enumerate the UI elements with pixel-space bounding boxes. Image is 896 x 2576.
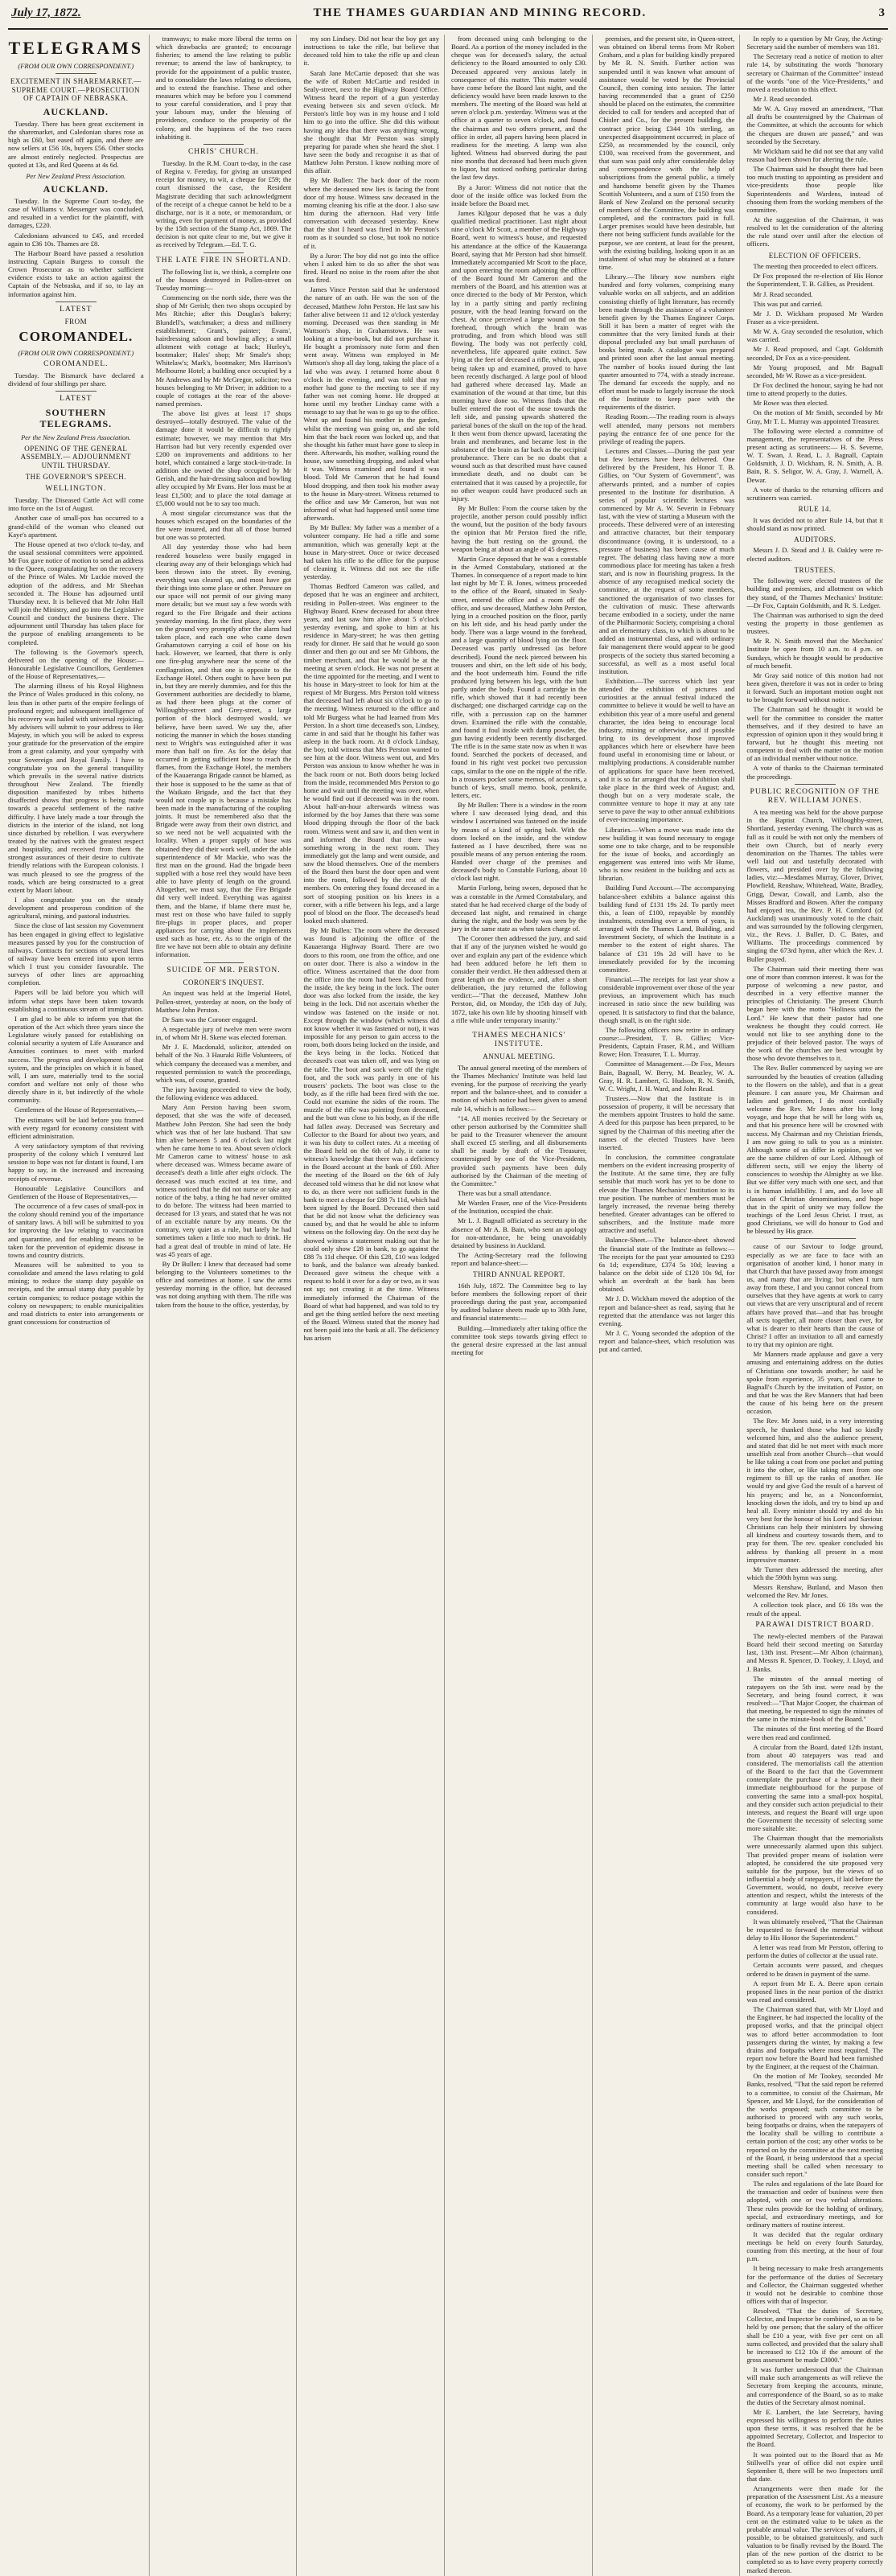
article-paragraph: tramways; to make more liberal the terms on which drawbacks are granted; to encourage fisheries; to amend the law relating to public revenue; to amend the law of bankruptcy, to provide for the appointment of a public trustee, and to consolidate the laws relating to elections, and to extend the franchise. These and other measures which may be before you I commend to your careful consideration, and I pray that your labours may, under the blessing of providence, conduce to the prosperity of the colony, and the happiness of the two races inhabiting it.: [155, 35, 292, 141]
article-paragraph: Measures will be submitted to you to consolidate and amend the laws relating to gold mining; to reduce the stamp duty payable on receipts, and the annual stamp duty payable by certain companies; to reduce postage within the colony on newspapers; to enable municipalities and road districts to enter into arrangements or grant concessions for construction of: [8, 1260, 144, 1326]
article-paragraph: Mr J. D. Wickham proposed Mr Warden Fraser as a vice-president.: [746, 309, 883, 326]
article-paragraph: Martin Furlong, being sworn, deposed that he was a constable in the Armed Constabulary, and stated that he had received charge of the body of deceased last night, and remained in charge during the night, and the body was seen by the jury in the same state as when taken charge of.: [451, 884, 587, 933]
article-paragraph: Tuesday. In the Supreme Court to-day, the case of Williams v. Messenger was concluded, and resulted in a verdict for the plaintiff, with damages, £220.: [8, 196, 144, 230]
article-paragraph: It was decided that the regular ordinary meetings be held on every fourth Saturday, counting from this meeting, at the hour of four p.m.: [746, 2229, 883, 2263]
article-paragraph: Tuesday. The Diseased Cattle Act will come into force on the 1st of August.: [8, 496, 144, 513]
article-paragraph: A vote of thanks to the Chairman terminated the proceedings.: [746, 764, 883, 781]
article-paragraph: A respectable jury of twelve men were sworn in, of whom Mr H. Skene was elected foreman.: [155, 1024, 292, 1042]
subheadline: TRUSTEES.: [794, 565, 836, 574]
article-paragraph: Certain accounts were passed, and cheques ordered to be drawn in payment of the same.: [746, 1961, 883, 1978]
article-paragraph: The Chairman stated that, with Mr Lloyd and the Engineer, he had inspected the locality of the proposed works, and that the principal object was to afford better accommodation to foot passengers during the winter, by making a few drains and footpaths where most required. The report now before the Board had been furnished by the Engineer, at the request of the Chairman.: [746, 2005, 883, 2071]
article-paragraph: I am glad to be able to inform you that the operation of the Act which three years since the Legislature wisely passed for establishing on colonial security a system of Life Assurance and Annuities continues to meet with marked success. The progress and development of that system, and the principles on which it is based, will, I am sure, materially tend to the social comfort and welfare not only of those who directly share in it, but indirectly of the whole community.: [8, 1014, 144, 1105]
article-paragraph: Building.—Immediately after taking office the committee took steps towards giving effect to the general desire expressed at the last annual meeting for: [451, 1323, 587, 1356]
article-paragraph: Mr Warden Fraser, one of the Vice-Presidents of the Institution, occupied the chair.: [451, 1199, 587, 1216]
article-paragraph: Mr Rowe was then elected.: [753, 399, 829, 408]
article-paragraph: Another case of small-pox has occurred to a grand-child of the woman who cleaned out Kaye's apartment.: [8, 514, 144, 539]
article-paragraph: Mary Ann Perston having been sworn, deposed, that she was the wife of deceased, Matthew John Perston. She had seen the body which was that of her late husband. That saw him alive between 5 and 6 o'clock last night when he came home to tea. About seven o'clock Mr Cameron came to witness' house to ask where deceased was. Witness became aware of deceased's death a little after eight o'clock. The deceased was much excited at tea time, and witness noticed that he did not nurse or take any notice of the baby, a thing he had never omitted to do before. The witness had been married to deceased for 13 years, and stated that he was not of an excitable nature by any means. On the contrary, very quiet as a rule, but lately he had sometimes taken a little too much to drink. He had a great deal of trouble in mind of late. He was 45 years of age.: [155, 1103, 292, 1258]
article-paragraph: The Coroner then addressed the jury, and said that if any of the jurymen wished he would go over and explain any part of the evidence which had been adduced before he left them to consider their verdict. He then addressed them at great length on the evidence, and, after a short deliberation, the jury returned the following verdict:—"That the deceased, Matthew John Perston, did, on Monday, the 15th day of July, 1872, take his own life by shooting himself with a rifle while under temporary insanity.": [451, 934, 587, 1024]
article-paragraph: my son Lindsey. Did not hear the boy get any instructions to take the rifle, but believe that deceased told him to take the rifle up and clean it.: [303, 35, 439, 68]
article-paragraph: Dr Fox declined the honour, saying he had not time to attend properly to the duties.: [746, 380, 883, 398]
article-paragraph: Resolved, "That the duties of Secretary, Collector, and Inspector be combined, so as to be held by one person; that the salary of the officer shall be £10 a year, with five per cent on all sums collected, and provided that the salary shall be increased to £12 10s if the amount of the gross assessment be made £3000.": [746, 2307, 883, 2365]
article-paragraph: The occurrence of a few cases of small-pox in the colony should remind you of the importance of sanitary laws. A bill will be submitted to you for improving the law relating to vaccination and quarantine, and for enabling means to be taken for the prevention of epidemic disease in towns and country districts.: [8, 1202, 144, 1259]
dateline: COROMANDEL.: [43, 359, 109, 368]
article-paragraph: 16th July, 1872. The Committee beg to lay before members the following report of their proceedings during the past year, accompanied by audited balance sheets made up to 30th June, and financial statements:—: [451, 1281, 587, 1323]
article-paragraph: "14. All monies received by the Secretary or other person authorised by the Committee shall be paid to the Treasurer whenever the amount shall exceed £5 sterling, and all disbursements shall be made by draft of the Treasurer, countersigned by one of the Vice-Presidents, provided such payments have been duly authorised by the Chairman of the meeting of the Committee.": [451, 1114, 587, 1188]
article-paragraph: The newly-elected members of the Parawai Board held their second meeting on Saturday last, 13th inst. Present:—Mr Albon (chairman), and Messrs R. Spencer, D. Tookey, J. Lloyd, and J. Banks.: [746, 1631, 883, 1673]
article-paragraph: The jury having proceeded to view the body, the following evidence was adduced.: [155, 1085, 292, 1102]
article-paragraph: The following list is, we think, a complete one of the houses destroyed in Pollen-street on Tuesday morning:—: [155, 267, 292, 293]
article-paragraph: Martin Grace deposed that he was a constable in the Armed Constabulary, stationed at the Thames. In consequence of a report made to him last night by Mr T. B. Jones, witness proceeded to the office of the Board, situated in Sealy-street, entered the office and a room off the office, and saw deceased, Matthew John Perston, lying in a crouched position on the floor, partly on his left side, and his head partly under the body. There was a large wound in the forehead, and a large quantity of blood lying on the floor. Deceased was partly undressed (as before described). Found the neck pierced between his trousers and shirt, on the left side of his body, and the boot underneath him. Found the rifle produced lying between his legs, with the butt partly under the body. Found a cartridge in the rifle, which showed that it had recently been discharged; one discharged cartridge cap on the rifle, with a percussion cap on the hammer down. Examined the rifle with the constable, and found it foul inside with damp powder, the gun having evidently been recently discharged. The rifle is in the same state now as when it was found. Searched the pockets of deceased, and found in his right vest pocket two percussion caps, similar to the one on the nipple of the rifle. In a trousers pocket some memos, of accounts, a bunch of keys, small memo. book, penknife, letters, etc.: [451, 554, 587, 799]
column-5: [599, 35, 741, 2576]
article-paragraph: The Chairman said he thought there had been too much trusting to appointing as president and vice-presidents those people like Superintendents and Wardens, instead of choosing them from the working members of the committee.: [746, 165, 883, 214]
article-paragraph: A tea meeting was held for the above purpose in the Baptist Church, Willoughby-street, Shortland, yesterday evening. The church was as full as it could be with not only the members of their own Church, but of nearly every denomination on the Thames. The tables were well laid out and tastefully decorated with flowers, and presided over by the following ladies, viz:—Mesdames Murray, Glover, Driver, Plowfield, Renshaw, Whitehead, Waite, Bradley, Grigg, Dewar, Cowall, and Lamb, also the Misses Bradford and Bowen. After the company had enjoyed tea, the Rev. P. H. Cornford (of Auckland) was unanimously voted to the chair, and was surrounded by the following clergymen, viz., the Revs. J. Buller, D. C. Bates, and Williams. The proceedings commenced by singing the 673rd hymn, after which the Rev. J. Buller prayed.: [746, 808, 883, 963]
article-paragraph: The rules and regulations of the late Board for the transaction and order of business were then adopted, with one or two verbal alterations. These rules provide for the holding of ordinary, special, and extraordinary meetings, and for ordinary matters of routine interest.: [746, 2180, 883, 2229]
article-paragraph: A very satisfactory symptom of that reviving prosperity of the colony which I ventured last session to hope was not far distant is found, I am happy to say, in the increased and increasing receipts of revenue.: [8, 1142, 144, 1183]
article-paragraph: A circular from the Board, dated 12th instant, from about 40 ratepayers was read and considered. The memorialists call the attention of the Board to the fact that the Government contemplate the purchase of a house in their immediate neighbourhood for the purpose of converting the same into a small-pox hospital, and they consider such action prejudicial to their interests, and request the Board will urge upon the Government the necessity of selecting some more suitable site.: [746, 1742, 883, 1833]
article-paragraph: By Dr Bullen: I knew that deceased had some belonging to the Volunteers sometimes to the office and sometimes at home. I saw the arms yesterday morning in the office, but deceased was not doing anything with them. The rifle was taken from the house to the office, yesterday, by: [155, 1259, 292, 1309]
article-paragraph: Mr Turner then addressed the meeting, after which the 590th hymn was sung.: [746, 1565, 883, 1582]
article-paragraph: Mr J. E. Macdonald, solicitor, attended on behalf of the No. 3 Hauraki Rifle Volunteers, of which company the deceased was a member, and requested permission to watch the proceedings, which was, of course, granted.: [155, 1043, 292, 1084]
article-paragraph: Reading Room.—The reading room is always well attended, many persons not members paying the entrance fee of one pence for the privilege of reading the papers.: [598, 412, 735, 445]
headline-recognition: PUBLIC RECOGNITION OF THE REV. WILLIAM JONES.: [750, 787, 880, 805]
issue-date: July 17, 1872.: [11, 6, 81, 19]
subheadline: RULE 14.: [798, 504, 832, 513]
article-paragraph: Libraries.—When a move was made into the new building it was found necessary to engage some one to take charge, and to be responsible for the issue of books, and accordingly an engagement was entered into with Mr Hume, who is now resident in the building and acts as librarian.: [598, 825, 735, 883]
article-paragraph: The meeting then proceeded to elect officers.: [753, 262, 878, 271]
article-paragraph: Mr Young proposed, and Mr Bagnall seconded, Mr W. Rowe as a vice-president.: [746, 363, 883, 379]
article-paragraph: By Mr Bullen: My father was a member of a volunteer company. He had a rifle and some ammunition, which was generally kept at the house in Mary-street. Once or twice deceased had taken his rifle to the office for the purpose of cleaning it. Witness did not see the rifle yesterday.: [303, 523, 439, 581]
article-paragraph: A collection took place, and £6 18s was the result of the appeal.: [746, 1601, 883, 1618]
subheadline: OPENING OF THE GENERAL ASSEMBLY.— ADJOURNMENT UNTIL THURSDAY.: [20, 444, 132, 470]
headline-southern-telegrams: SOUTHERN TELEGRAMS.: [39, 407, 113, 430]
column-4: [451, 35, 593, 2576]
article-paragraph: The Chairman thought that the memorialists were unnecessarily alarmed upon this subject. That provided proper means of isolation were adopted, he considered the site proposed very suitable for the purpose, but the views of so influential a body of ratepayers, if laid before the Government, would, no doubt, receive every attention and respect, whilst the interests of the community at large would also have to be considered.: [746, 1834, 883, 1916]
article-paragraph: Mr J. Read seconded.: [753, 94, 813, 103]
article-paragraph: Arrangements were then made for the preparation of the Assessment List. As a measure of economy, the work to be performed by the Board. As a temporary lease for valuation, 20 per cent on the estimated value to be taken as the probable annual value. The services of valuers, if possible, to be obtained gratuitously, and such valuation to be finally revised by the Board. The plan of the new portion of the district to be completed so as to have every property correctly marked thereon.: [746, 2484, 883, 2574]
article-paragraph: cause of our Saviour to lodge ground, especially as we are face to face with an organisation of another kind, I honor many in that Church that have passed away from amongst us, and many that are living; but when I turn away from these, I and you cannot conceal from ourselves that they have agents at work to carry out views that are very unscriptural and of recent affairs have proved that—and that has brought all sects together, all more closer than ever, for what is dearer to their hearts than the cause of Christ? I offer an invitation to all and earnestly to try that my opinion are right.: [746, 1242, 883, 1349]
article-paragraph: Building Fund Account.—The accompanying balance-sheet exhibits a balance against this building fund of £131 19s 2d. To partly meet this, a loan of £100, repayable by monthly instalments, extending over a term of years, is arranged with the Thames Land, Building, and Investment Society, of which the Institute is a member to the extent of eight shares. The balance of £31 19s 2d will have to be immediately provided for by the incoming committee.: [598, 884, 735, 974]
article-paragraph: The Chairman was authorised to sign the deed vesting the property in those gentlemen as trustees.: [746, 610, 883, 636]
page-number: 3: [878, 6, 885, 19]
article-paragraph: Since the close of last session my Government has been engaged in giving effect to legislative measures passed by you for the construction of railways. Contracts for sections of several lines of railway have been entered into upon terms which I trust you consider favourable. The surveys of other lines are approaching completion.: [8, 921, 144, 987]
byline: (FROM OUR OWN CORRESPONDENT.): [18, 61, 134, 70]
article-paragraph: It was further understood that the Chairman will make such arrangements as will relieve the Secretary from keeping the accounts, minute, and correspondence of the Board, so as to make the duties of the Secretary almost nominal.: [746, 2365, 883, 2406]
masthead: [8, 6, 888, 30]
article-paragraph: from deceased using cash belonging to the Board. As a portion of the money included in the cheque was for deceased's salary, the actual deficiency to the Board amounted to only £30. Deceased appeared very anxious lately in consequence of this matter. This matter would have come before the Board last night, and the deficiency would have been made known to the members. The meeting of the Board was held at seven o'clock p.m. yesterday. Witness was at the office at a quarter to seven o'clock, and found the chairman and two others present, and the office in order, all papers having been placed in readiness for the meeting. A lamp was also lighted. Witness had observed during the past nine months that deceased had been much given to liquor, but noticed nothing particular during the last few days.: [451, 35, 587, 182]
article-paragraph: At the suggestion of the Chairman, it was resolved to let the consideration of the altering the rule stand over until after the election of officers.: [746, 215, 883, 248]
article-paragraph: On the motion of Mr Smith, seconded by Mr Gray, Mr T. L. Murray was appointed Treasurer.: [746, 408, 883, 425]
article-paragraph: Mr J. D. Wickham moved the adoption of the report and balance-sheet as read, saying that he regretted that the attendance was not larger this evening.: [598, 1294, 735, 1327]
subheadline: ANNUAL MEETING.: [483, 1052, 556, 1061]
article-paragraph: The Harbour Board have passed a resolution instructing Captain Burgess to consult the Crown Prosecutor as to whether sufficient evidence exists to take an action against the Captain of the Nebraska, and if so, to lay an information against him.: [8, 248, 144, 298]
press-credit: Per the New Zealand Press Association.: [21, 433, 131, 441]
article-paragraph: Balance-Sheet.—The balance-sheet showed the financial state of the Institute as follows:—The receipts for the past year amounted to £293 6s 1d; expenditure, £374 5s 10d; leaving a balance on the debit side of £120 10s 9d, for which an overdraft at the bank has been obtained.: [598, 1236, 735, 1294]
article-paragraph: Mr Wickham said he did not see that any valid reason had been shown for altering the rule.: [746, 146, 883, 163]
article-paragraph: Gentlemen of the House of Representatives,—: [14, 1105, 144, 1114]
article-paragraph: Tuesday. In the R.M. Court to-day, in the case of Regina v. Fereday, for giving an unstamped receipt for money, to wit, a cheque for £59; the court dismissed the case, the Resident Magistrate deciding that such acknowledgment of the receipt of a cheque cannot be held to be a discharge, nor is it a note, or memorandum, or writing, even for payment of money, as provided by the 15th section of the Stamp Act, 1869. The decision is not quite clear to me, but we give it as received by Telegram.—Ed. T. G.: [155, 159, 292, 249]
byline: (FROM OUR OWN CORRESPONDENT.): [18, 348, 134, 357]
article-paragraph: Mr Gray said notice of this motion had not been given, therefore it was not in order to bring it forward. Such an important motion ought not to be brought forward without notice.: [746, 671, 883, 704]
dateline: WELLINGTON.: [45, 484, 107, 493]
headline-from: FROM: [64, 317, 88, 326]
article-paragraph: Mr E. Lambert, the late Secretary, having expressed his willingness to perform the duties upon these terms, it was resolved that he be appointed Secretary, Collector, and Inspector to the Board.: [746, 2407, 883, 2449]
article-paragraph: The annual general meeting of the members of the Thames Mechanics' Institute was held last evening, for the purpose of receiving the yearly report and the balance-sheet, and to consider a motion of which notice had been given to amend rule 14, which is as follows:—: [451, 1063, 587, 1113]
article-paragraph: In conclusion, the committee congratulate members on the evident increasing prosperity of the Institute. At the same time, they are fully sensible that much work has yet to be done to elevate the Thames Mechanics' Institution to its true position. The number of members must be largely increased, the revenue being thereby benefited. Greater advantages can be offered to subscribers, and the Institute made more attractive and useful.: [598, 1152, 735, 1235]
article-paragraph: An inquest was held at the Imperial Hotel, Pollen-street, yesterday at noon, on the body of Matthew John Perston.: [155, 989, 292, 1014]
article-paragraph: A report from Mr E. A. Beere upon certain proposed lines in the near portion of the district was read and considered.: [746, 1979, 883, 2004]
headline-telegrams: TELEGRAMS: [8, 38, 144, 58]
article-paragraph: James Kilgour deposed that he was a duly qualified medical practitioner. Last night about nine o'clock Mr Scott, a member of the Highway Board, went to witness's house, and requested his attendance at the office of the Kauaeranga Board, saying that Mr Perston had shot himself. Immediately accompanied Mr Scott to the place, and upon entering the room adjoining the office of the Board found Mr Cameron and the members of the Board, and his attention was at once directed to the body of Mr Perston, which lay in a partly sitting and partly reclining posture, with the head leaning forward on the chest. At once perceived a large wound on the forehead, through which the brain was protruding, and from which blood was still flowing. The body was not perfectly cold, nevertheless, life appeared quite extinct. Saw lying at the feet of deceased a rifle, which, upon being taken up and examined, proved to have been recently discharged. A large pool of blood had gathered where deceased lay. Made an examination of the wound at that time, but this morning have done so. Witness finds that the bullet entered the root of the nose towards the left side, and passing upwards shattered the parietal bones of the skull on the top of the head. It then went from thence upward, lacerating the brain and membranes, and became lost in the substance of the brain as far back as the occipital protuberance. There can be no doubt that a wound such as that described must have caused immediate death, and no doubt can be entertained that it was caused by a projectile, for no other weapon could have produced such an injury.: [451, 208, 587, 502]
article-paragraph: By Mr Bullen: The room where the deceased was found is adjoining the office of the Kauaeranga Highway Board. There are two doors to this room, one from the office, and one on outer door. There is also a window in the office. Witness ascertained that the door from the office into the room had been locked from the inside, the key being in the lock. The outer door was also locked from the inside, the key being in the lock. Did not ascertain whether the window was fastened on the inside or not. Except through the window (which witness did not know whether it was fastened or not), it was impossible for any person to gain access to the room, both doors being locked on the inside, and the keys being in the locks. Noticed that deceased's coat was taken off, and was lying on the table. The boot and sock were off the right foot, and the sock was partly in one of his trousers' pockets. The boot was close to the body, as if the rifle had been fired with the toe. Could not examine the sides of the room. The muzzle of the rifle was pointing from deceased, and the butt was close to his body, as if the rifle had fallen away. Deceased was Secretary and Collector to the Board for about two years, and it was his duty to collect rates. At a meeting of the Board held on the 6th of July, it came to witness's knowledge that there was a deficiency in the Board account at the bank of £60. After the meeting of the Board on the 6th of July deceased told witness that he did not know what to do, as there were not sufficient funds in the bank to meet a cheque for £88 7s 11d, which had been signed by the Board. Deceased then said that he did not know what the deficiency was caused by, and that he would be able to inform witness on the following day. On the next day he showed witness a statement making out that he could only show £28 in bank, to go against the £88 7s 11d cheque. Of this £28, £10 was lodged to bank, and the balance was already banked. Deceased gave witness the cheque with a request to hold it over for a day or two, as it was not up; not creating it at the time. Witness immediately informed the Chairman of the Board of what had happened, and was told to try and get the thing settled before the next meeting of the Board. Witness stated that the money had not been paid into the bank at all. The deficiency has arisen: [303, 926, 439, 1343]
article-paragraph: Caledonians advanced to £45, and receded again to £36 10s. Thames are £8.: [8, 231, 144, 248]
subheadline: CORONER'S INQUEST.: [183, 978, 265, 987]
article-paragraph: Mr R. N. Smith moved that the Mechanics' Institute be open from 10 a.m. to 4 p.m. on Sundays, which he thought would be productive of much benefit.: [746, 637, 883, 670]
columns: [8, 30, 888, 2574]
dateline: AUCKLAND.: [43, 105, 109, 117]
article-paragraph: This was put and carried.: [753, 299, 823, 308]
article-paragraph: The Chairman said their meeting there was one of more than common interest. It was for the purpose of welcoming a new pastor, and described in a very effective manner the principles of Christianity. The present Church began here with the motto "Holiness unto the Lord." He knew that their pastor had one weakness he thought they could correct. He would not like to see anything done to the prejudice of their beloved pastor. The ways of the work of the churches are best wrought by those who devote themselves to it.: [746, 964, 883, 1063]
headline-mechanics-institute: THAMES MECHANICS' INSTITUTE.: [472, 1031, 566, 1049]
headline-parawai: PARAWAI DISTRICT BOARD.: [755, 1620, 874, 1629]
article-paragraph: Lectures and Classes.—During the past year but few lectures have been delivered. One delivered by the President, his Honor T. B. Gillies, on "Our System of Government", was afterwards printed, and a number of copies presented to the Institute for distribution. A series of popular scientific lectures was commenced by Mr A. W. Severin in February last, with the view of starting a Museum with the proceeds. These delivered were of an interesting and attractive character, but their temporary discontinuance (owing, it is understood, to a pressure of business) has been cause of much regret. The debating class having now a more commodious place for meeting has taken a fresh start, and is now in flourishing progress. In the absence of any recognised medical society the committee, at the request of some members, sanctioned the organisation of two classes for the cultivation of music. These afterwards became embodied in a society, under the name of the Philharmonic Society, comprising a choral and an elementary class, to which is about to be added an instrumental class, and with ordinary fair management there would appear to be good prospects of the society thus started becoming a successful, as well as a most useful local institution.: [598, 447, 735, 675]
article-paragraph: Mr Manners made applause and gave a very amusing and entertaining address on the duties of Christians one towards another; he said he spoke from experience, 35 years, and came to Bagnall's Church by the invitation of Pastor, on and that he was the Rev Manners that had been the cause of his being here on the present occasion.: [746, 1350, 883, 1416]
subheadline: EXCITEMENT IN SHAREMARKET.— SUPREME COURT.—PROSECUTION OF CAPTAIN OF NEBRASKA.: [10, 76, 142, 103]
column-3: [303, 35, 445, 2576]
headline-latest: LATEST: [60, 305, 92, 314]
newspaper-title: THE THAMES GUARDIAN AND MINING RECORD.: [313, 6, 647, 19]
headline-suicide: SUICIDE OF MR. PERSTON.: [166, 966, 281, 974]
article-paragraph: Committee of Management.—Dr Fox, Messrs Bain, Bagnall, W. Berry, M. Beazley, W. A. Gray, H. R. Lambert, G. Hudson, R. N. Smith, W. C. Wright, J. H. Ward, and John Read.: [598, 1060, 735, 1093]
article-paragraph: James Vince Perston said that he understood the nature of an oath. He was the son of the deceased, Matthew John Perston. He last saw his father alive between 11 and 12 o'clock yesterday morning. Deceased was then standing in Mr Wattson's shop, in Grahamstown. He was looking at a time-book, but did not purchase it. He bought a promissory note form and then went away. Witness was employed in Mr Wattson's shop all day long, taking the place of a lad who was away. I returned home about 8 o'clock in the evening, and was told that my mother had gone to the meeting to see if my father was not coming home. He dropped at home until my brother Lindsay came with a message to say that he was to go up to the office. Went up and found his mother in the garden, whilst the meeting was going on, and she told him that the back room was locked up, and that she thought his father must have gone to sleep in there. Afterwards, his mother, walking round the house, saw something dropping, and asked what it was. Witness examined and found it was blood. Told Mr Cameron that he had found blood dropping, and then took his mother away to the house in Mary-street. Witness returned to the office and saw Mr Cameron, but was not informed of what had happened until some time afterwards.: [303, 285, 439, 523]
article-paragraph: The Secretary read a notice of motion to alter rule 14, by substituting the words "honorary secretary or Chairman of the Committee" instead of the words "one of the Vice-Presidents," and moved a resolution to this effect.: [746, 52, 883, 93]
article-paragraph: A letter was read from Mr Perston, offering to perform the duties of collector at the usual rate.: [746, 1943, 883, 1960]
headline-christchurch: CHRIS' CHURCH.: [187, 147, 260, 156]
article-paragraph: The Acting-Secretary read the following report and balance-sheet:—: [451, 1250, 587, 1268]
headline-coromandel: COROMANDEL.: [18, 329, 134, 345]
article-paragraph: A vote of thanks to the returning officers and scrutineers was carried.: [746, 485, 883, 502]
article-paragraph: It was decided not to alter Rule 14, but that it should stand as now printed.: [746, 515, 883, 532]
article-paragraph: There was but a small attendance.: [458, 1189, 552, 1197]
article-paragraph: Tuesday. There has been great excitement in the sharemarket, and Caledonian shares rose as high as £60, but eased off again, and there are now sellers at £56 10s, buyers £56. Other stocks are almost entirely neglected. Prospectus are quoted at 13s, and Red Queens at 4s 6d.: [8, 119, 144, 169]
article-paragraph: By Mr Bullen: There is a window in the room where I saw deceased lying dead, and this window I ascertained was fastened on the inside by means of a kind of spring bolt. With the doors locked on the inside, and the window fastened as I have described, there was no possible means of any person entering the room. Handed over charge of the premises and deceased's body to Constable Furlong, about 10 o'clock last night.: [451, 801, 587, 883]
column-6: [746, 35, 888, 2576]
article-paragraph: By Mr Bullen: The back door of the room where the deceased now lies is facing the front door of my house. Witness saw deceased in the morning cleaning his rifle at the door. I also saw him during the afternoon. Had very little conversation with deceased yesterday. Knew that the shot I heard was fired in Mr Perston's room as it sounded so close, but took no notice of it.: [303, 176, 439, 250]
dateline: AUCKLAND.: [43, 183, 109, 195]
article-paragraph: I also congratulate you on the steady development and prosperous condition of the agricultural, mining, and pastoral industries.: [8, 895, 144, 921]
column-1: [8, 35, 150, 2576]
article-paragraph: The Rev. Mr Jones said, in a very interesting speech, he thanked those who had so kindly welcomed him, and also the audience present, and stated that did he not meet with much more unselfish zeal from another Church—that would be like taking a coat from one pocket and putting it into the other, or like taking men from one regiment to fill up the ranks of another. He would try and give God the result of a harvest of his prayers; and he, as a Nonconformist, knocking down the idols, and try to bind up and heal all. Every minister should try and do his very best for the honour of his Lord and Saviour. Christians can help their ministers by showing all kindness and courtesy towards them, and to pray for them. The rev. speaker concluded his address by thanking all present in a most impressive manner.: [746, 1417, 883, 1564]
article-paragraph: The following were elected trustees of the building and premises, and allotment on which they stand, of the Thames Mechanics' Institute:—Dr Fox, Captain Goldsmith, and R. S. Ledger.: [746, 576, 883, 609]
article-paragraph: The following were elected a committee of management, the representatives of the Press present acting as scrutineers:— H. S. Severne, W. T. Swan, J. Read, L. J. Bagnall, Captain Goldsmith, J. D. Wickham, R. N. Smith, A. B. Bain, R. S. Seligor, W. A. Gray, J. Warnell, A. Dewar.: [746, 426, 883, 484]
subheadline: THE GOVERNOR'S SPEECH.: [25, 473, 127, 482]
article-paragraph: Mr J. Read seconded.: [753, 289, 813, 298]
article-paragraph: The Rev. Buller commenced by saying we are surrounded by the beauties of creation (alluding to the flowers on the table), and that is a great pleasure. I can assure you, Mr Chairman and ladies and gentlemen, I do most cordially welcome the Rev. Mr Jones after his long voyage, and hope that he will be long with us, and that his presence here will be crowned with success. My Chairman and my Christian friends, I am now going to talk to you as a minister. Although some of us differ in opinion, yet we are the same children of our Lord. Although of different sects, still we enjoy the liberty of consciences to worship the Almighty as we like. But we differ very much with one sect, and that is in human infallibility. I am, and do love all classes of Christian denominations, and hope that in the spirit of unity we may follow the teachings of the Lord Jesus Christ. I trust, as good Christians, we will do honour to God and be blessed by His grace.: [746, 1064, 883, 1236]
article-paragraph: By a Juror: Witness did not notice that the door of the inside office was locked from the inside before the Board met.: [451, 183, 587, 207]
article-paragraph: In reply to a question by Mr Gray, the Acting-Secretary said the number of members was 181.: [746, 35, 883, 51]
article-paragraph: It was pointed out to the Board that as Mr Stillwell's year of office did not expire until September 8, there will be two Inspectors until that date.: [746, 2450, 883, 2483]
article-paragraph: Honourable Legislative Councillors and Gentlemen of the House of Representatives,—: [8, 1183, 144, 1200]
article-paragraph: Trustees.—Now that the Institute is in possession of property, it will be necessary that the members appoint Trustees to hold the same. A deed for this purpose has been prepared, to be signed by the Chairman of this meeting after the names of the elected Trustees have been inserted.: [598, 1094, 735, 1151]
subheadline: AUDITORS.: [794, 535, 836, 544]
article-paragraph: By Mr Bullen: From the course taken by the projectile, another person could possibly inflict the wound, but the position of the body favours the opinion that Mr Perston fired the rifle, having the butt resting on the ground, the weapon being at about an angle of 45 degrees.: [451, 504, 587, 553]
article-paragraph: Mr W. A. Gray seconded the resolution, which was carried.: [746, 327, 883, 344]
article-paragraph: The Chairman said he thought it would be well for the committee to consider the matter themselves, and if they desired to have an expression of opinion upon it they would bring it forward, but he thought this meeting not competent to deal with the matter on the motion of an individual member without notice.: [746, 705, 883, 763]
article-paragraph: Dr Fox proposed the re-election of His Honor the Superintendent, T. B. Gillies, as President.: [746, 272, 883, 289]
article-paragraph: It was ultimately resolved, "That the Chairman be requested to forward the memorial without delay to His Honor the Superintendent.": [746, 1917, 883, 1942]
article-paragraph: On the motion of Mr Tookey, seconded Mr Banks, resolved, "That the said report be referred to a committee, to consist of the Chairman, Mr Spencer, and Mr Lloyd, for the consideration of the works proposed; such committee to be authorised to proceed with any such works, being footpaths or drains, when the ratepayers of the locality shall be willing to contribute a certain portion of the cost; any other works to be reported on by the committee at the next meeting of the Board, it being understood that a special meeting shall be called when necessary to consider such report.": [746, 2072, 883, 2178]
article-paragraph: By a Juror: The boy did not go into the office when I asked him to do so after the shot was fired. Heard no noise in the room after the shot was fired.: [303, 251, 439, 285]
subheadline: ELECTION OF OFFICERS.: [768, 251, 861, 260]
article-paragraph: The following officers now retire in ordinary course:—President, T. B. Gillies; Vice-Presidents, Captain Fraser, R.M., and William Rowe; Hon. Treasurer, T. L. Murray.: [598, 1025, 735, 1059]
article-paragraph: Mr L. J. Bagnall officiated as secretary in the absence of Mr A. B. Bain, who sent an apology for non-attendance, he being unavoidably detained by business in Auckland.: [451, 1216, 587, 1249]
article-paragraph: The above list gives at least 17 shops destroyed—totally destroyed. The value of the damage done it would be difficult to rightly estimate; however, we may mention that Mrs Harrison had but very recently expended over £200 on improvements and additions to her hotel, which contained a large stock-in-trade. In addition she owned the shop occupied by Mr Gerish, and the hair-dressing saloon and bowling alley occupied by Mr Evans. Her loss must be at least £1,500; and to place the total damage at £5,000 would not be to say too much.: [155, 409, 292, 507]
headline-latest: LATEST: [60, 395, 92, 404]
article-paragraph: Mr W. A. Gray moved an amendment, "That all drafts be countersigned by the Chairman of the Committee, at which the accounts for which the cheques are drawn are passed," and was seconded by the Secretary.: [746, 105, 883, 146]
article-paragraph: A most singular circumstance was that the houses which escaped on the boundaries of the fire were insured, and that all of those burned but one was so protected.: [155, 508, 292, 542]
article-paragraph: The following is the Governor's speech, delivered on the opening of the House:— Honourable Legislative Councillors, Gentlemen of the House of Representatives,—: [8, 647, 144, 681]
subheadline: THIRD ANNUAL REPORT.: [472, 1270, 565, 1279]
article-paragraph: The minutes of the annual meeting of ratepayers on the 5th inst. were read by the Secretary, and being found correct, it was resolved:—"That Major Cooper, the chairman of that meeting, be requested to sign the minutes of the same in the minute-book of the Board.": [746, 1674, 883, 1724]
article-paragraph: Messrs Renshaw, Butland, and Mason then welcomed the Rev. Mr Jones.: [746, 1583, 883, 1600]
article-paragraph: premises, and the present site, in Queen-street, was obtained on liberal terms from Mr Robert Graham, and a plan for building kindly prepared by Mr R. N. Smith. Further action was suspended until it was known what amount of assistance would be voted by the Provincial Council, then coming into session. The latter having recommended that a grant of £250 should be placed on the estimates, the committee decided to call for tenders and accepted that of Chisler and Co., for the present building, the contract price being £344 10s sterling, an unexpected disappointment occurred; in place of £250, as recommended by the council, only £100, was received from the government, and that sum was paid only after considerable delay and correspondence with the help of subscriptions from the general public, a timely and handsome benefit given by the Thames Scottish Volunteers, and a sum of £150 from the Bank of New Zealand on the personal security of members of the Committee, the building was completed, and the contractors paid in full. Larger premises would have been desirable, but there not being sufficient funds available for the purpose, we are content, at least for the present, with the existing building, looking upon it as an instalment of what may be obtained at a future time.: [598, 35, 735, 271]
article-paragraph: Mr J. Read proposed, and Capt. Goldsmith seconded, Dr Fox as a vice-president.: [746, 345, 883, 362]
article-paragraph: Sarah Jane McCartie deposed: that she was the wife of Robert McCartie and resided in Sealy-street, next to the Highway Board Office. Witness heard the report of a gun yesterday evening between six and seven o'clock. Mr Perston's little boy was in my house and I told him to go into the office. She did this without having any idea that there was anything wrong, she thought that Mr Perston was simply preparing for parade when she heard the shot. I have seen the body and recognise it as that of Matthew John Perston. I know nothing more of this affair.: [303, 68, 439, 175]
column-2: [156, 35, 298, 2576]
headline-fire: THE LATE FIRE IN SHORTLAND.: [155, 256, 292, 265]
article-paragraph: Exhibition.—The success which last year attended the exhibition of pictures and curiosities at the annual festival induced the committee to believe it would be well to have an exhibition this year of a more useful and general character, the idea being to encourage local industry, mining or otherwise, and if possible bring to its development those improved appliances which here or elsewhere have been found useful in economising time or labour, or multiplying productions. A considerable number of applications for space have been received, and it is so far arranged that the exhibition shall take place in the third week of August; and, though but on a very moderate scale, the committee venture to hope it may at any rate serve to pave the way to other annual exhibitions of ever-increasing importance.: [598, 676, 735, 824]
article-paragraph: Tuesday. The Bismarck have declared a dividend of four shillings per share.: [8, 371, 144, 388]
article-paragraph: Mr J. C. Young seconded the adoption of the report and balance-sheet, which resolution was put and carried.: [598, 1328, 735, 1354]
article-paragraph: The estimates will be laid before you framed with every regard for economy consistent with efficient administration.: [8, 1115, 144, 1140]
article-paragraph: Messrs J. D. Stead and J. B. Oakley were re-elected auditors.: [746, 546, 883, 563]
press-credit: Per New Zealand Press Association.: [26, 171, 126, 180]
article-paragraph: The minutes of the first meeting of the Board were then read and confirmed.: [746, 1725, 883, 1741]
article-paragraph: Thomas Bedford Cameron was called, and deposed that he was an engineer and architect, residing in Pollen-street. Was engineer to the Highway Board. Knew deceased for about three years, and last saw him alive about 5 o'clock yesterday evening, and spoke to him at his residence in Mary-street; he was then getting ready for dinner. He said that he would go soon dinner and then go out and see Mr Gibbons, the timber merchant, and that he would be at the meeting at seven o'clock. He was not present at the time appointed for the meeting, and I went to his house in Mary-street to look for him at the request of Mr Burgess. Mrs Perston told witness that deceased had left about six o'clock to go to the meeting. Witness returned to the office and told Mr Burgess what he had learned from Mrs Perston. In a short time deceased's son, Lindsey, came in and said that he thought his father was asleep in the back room. At 8 o'clock Lindsay, the boy, told witness that Mrs Perston wanted to see him at the door. Witness went out, and Mrs Perston was anxious to know whether he was in the back room or not. Both doors being locked from the inside, recommended Mrs Perston to go home and wait until the meeting was over, when he would find out if deceased was in the room. About half-an-hour afterwards witness was informed by the boy James that there was some blood dripping through the floor of the back room. Witness went and saw it, and then went in and informed the Board that there was something wrong in the next room. They immediately got the lamp and went outside, and saw the blood themselves. One of the members of the Board then burst the door open and went into the room, followed by the rest of the members. On entering they found deceased in a sort of stooping position on his knees in a corner, with a rifle between his legs, and a large pool of blood on the floor. The deceased's head looked much shattered.: [303, 582, 439, 925]
article-paragraph: The House opened at two o'clock to-day, and the usual sessional committees were appointed. Mr Fox gave notice of motion to send an address to the Queen, congratulating her on the recovery of the Prince of Wales. Mr Luckie moved the adoption of the address, and Mr Sheehan seconded it. The House has adjourned until Thursday next. It is believed that Mr John Hall will join the Ministry, and go into the Legislative Council and conduct the business there. The adjournment until Thursday has taken place for the purpose of enabling arrangements to be completed.: [8, 539, 144, 646]
article-paragraph: The alarming illness of his Royal Highness the Prince of Wales produced in this colony, no less than in other parts of the empire feelings of profound regret; and subsequent intelligence of his recovery was hailed with universal rejoicing. My advisers will submit to your address to Her Majesty, in which you will be asked to express your gratitude for the preservation of the empire from a great calamity, and your sympathy with your Sovereign and Royal Family. I have to congratulate you on the general tranquillity which prevails in the several native districts throughout New Zealand. The friendly disposition manifested by tribes hitherto disaffected shows that progress is being made towards a peaceful settlement of the native difficulty. I have lately made a tour through the districts in the interior of the island, not long since disturbed by rebellion. I was everywhere treated by the natives with the greatest respect and hospitality, and received from them the strongest assurances of their desire to cultivate friendly relations with the European colonists. I was much pleased to see the progress of the roads, which are being constructed to a great extent by Maori labour.: [8, 682, 144, 894]
article-paragraph: Commencing on the north side, there was the shop of Mr Gerish; then two shops occupied by Mrs Ritchie; after this Douglas's bakery; Blundell's, watchmaker; a dress and millinery establishment; Grant's, painter; Evans', hairdressing saloon and bowling alley; a small allotment with cottage at back; Hurley's, bootmaker; Hales' shop; Mr Smale's shop; Whitelaw's; Mark's, bootmaker; Mrs Harrison's Melbourne Hotel; a building once occupied by a Mr Andrews and by Mr McGregor, solicitor; two houses belonging to Mr Driver; in addition to a couple of cottages at the rear of the above-named premises.: [155, 293, 292, 408]
article-paragraph: Dr Sam was the Coroner engaged.: [162, 1015, 257, 1023]
article-paragraph: It being necessary to make fresh arrangements for the performance of the duties of Secretary and Collector, the Chairman suggested whether it would not be desirable to combine those offices with that of Inspector.: [746, 2264, 883, 2306]
article-paragraph: Papers will be laid before you which will inform what steps have been taken towards establishing a continuous stream of immigration.: [8, 988, 144, 1013]
article-paragraph: Financial.—The receipts for last year show a considerable improvement over those of the year previous, an improvement which has much increased in ratio since the new building was opened. It is satisfactory to find that the balance, though small, is on the right side.: [598, 975, 735, 1024]
article-paragraph: All day yesterday those who had been rendered houseless were busily engaged in clearing away any of their belongings which had been thrown into the street. By evening, everything was cleared up, and most have got their things into some place or other. Pressure on our space will not permit of our giving many more details; but we must say a few words with regard to the Fire Brigade and their actions yesterday morning. In the first place, they were on the ground very promptly after the alarm had taken place, and each one who came down Grahamstown carrying a coil of hose on his back. However, we learned, that there is only one fire-plug anywhere near the scene of the conflagration, and that one is opposite to the Exchange Hotel. Others ought to have been put in, but they are merely dummies, and for this the Government authorities are decidedly to blame, as had there been plugs at the corner of Willoughby-street and Grey-street, a large portion of the block destroyed would, we believe, have been saved. We say the, after noticing the manner in which the hoses standing next to Wright's was extinguished after it was more than half on fire. As for the delay that occurred in getting sufficient hose to reach the flames, from the Exchange Hotel, the members of the Kauaeranga Brigade cannot be blamed, as their hose is supposed to be the same as that of the Waikato Brigade, and the fact that they would not couple up is because a mistake has been made in the manufacturing of the coupling joints. It must be remembered also that the Brigade were away from their own district, and so we need not be well acquainted with the locality. When a proper supply of hose was obtained they did their work well, under the able superintendence of Mr Mackie, who was the first man on the ground. Had the brigade been supplied with a hose reel they would have been able to have plenty of length on the ground. Altogether, we must say, that the Fire Brigade did very well indeed. Everything was against them, and the blame, if blame there must be, must rest on those who have failed to supply fire-plugs in proper places, and proper appliances for carrying about the implements used such as hose, etc. As to the origin of the fire we have not been able to obtain any definite information.: [155, 543, 292, 959]
article-paragraph: Library.—The library now numbers eight hundred and forty volumes, comprising many valuable works on all subjects, and an addition consisting chiefly of light literature, has recently been made through the assistance of a volunteer benefit given by the Thames Engineer Corps. Still it has been a matter of regret with the committee that the very limited funds at their disposal precluded any but small purchases of books being made. A catalogue was prepared and printed soon after the last annual meeting. The number of books issued during the last quarter amounted to 774, with a steady increase. The demand far exceeds the supply, and no effort must be made to largely increase the stock of the Institute to keep pace with the requirements of the district.: [598, 273, 735, 412]
